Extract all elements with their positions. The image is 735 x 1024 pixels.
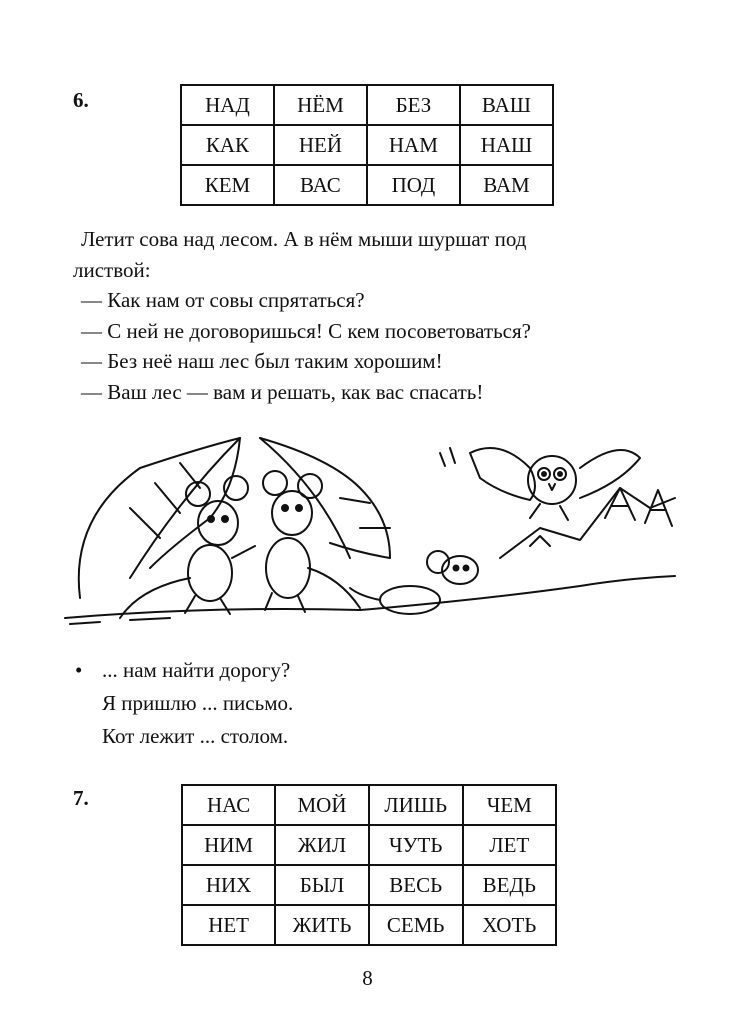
table-cell: СЕМЬ bbox=[369, 905, 463, 945]
task-line: • ... нам найти дорогу? bbox=[75, 654, 293, 687]
story-line: — С ней не договоришься! С кем посоветоваться? bbox=[81, 318, 531, 343]
word-table-6 bbox=[180, 84, 554, 206]
story-text bbox=[73, 224, 713, 407]
table-row bbox=[182, 785, 556, 825]
task-line: Я пришлю ... письмо. bbox=[102, 691, 294, 715]
table-cell: НЕЙ bbox=[274, 125, 367, 165]
task-line: Кот лежит ... столом. bbox=[102, 724, 289, 748]
table-row bbox=[182, 825, 556, 865]
table-cell: БЕЗ bbox=[367, 85, 460, 125]
word-table-7 bbox=[181, 784, 557, 946]
table-cell: ПОД bbox=[367, 165, 460, 205]
page-number: 8 bbox=[362, 966, 373, 990]
exercise-7-number: 7. bbox=[73, 786, 89, 810]
table-cell: ЧЕМ bbox=[463, 785, 556, 825]
leaf-icon bbox=[79, 438, 240, 598]
table-cell: ВЕДЬ bbox=[463, 865, 556, 905]
story-line: Летит сова над лесом. А в нём мыши шуршат под bbox=[81, 227, 527, 251]
table-row bbox=[181, 165, 553, 205]
owl-and-mice-illustration bbox=[60, 428, 680, 628]
table-cell: НАМ bbox=[367, 125, 460, 165]
bullet-icon: • bbox=[75, 658, 83, 682]
table-cell: ЛЕТ bbox=[463, 825, 556, 865]
table-cell: ЖИЛ bbox=[275, 825, 369, 865]
table-cell: КЕМ bbox=[181, 165, 274, 205]
table-cell: НАС bbox=[182, 785, 275, 825]
table-row bbox=[181, 85, 553, 125]
table-row bbox=[182, 905, 556, 945]
table-cell: ВАС bbox=[274, 165, 367, 205]
table-cell: ЛИШЬ bbox=[369, 785, 463, 825]
story-line: — Ваш лес — вам и решать, как вас спасать! bbox=[81, 379, 484, 404]
fill-in-tasks bbox=[75, 654, 293, 753]
table-cell: ЧУТЬ bbox=[369, 825, 463, 865]
exercise-6-number: 6. bbox=[73, 88, 89, 112]
table-cell: МОЙ bbox=[275, 785, 369, 825]
table-row bbox=[181, 125, 553, 165]
story-line: — Как нам от совы спрятаться? bbox=[81, 288, 365, 312]
table-cell: ВЕСЬ bbox=[369, 865, 463, 905]
story-line: листвой: bbox=[73, 257, 151, 282]
table-cell: НЁМ bbox=[274, 85, 367, 125]
table-row bbox=[182, 865, 556, 905]
table-cell: ВАМ bbox=[460, 165, 553, 205]
table-cell: КАК bbox=[181, 125, 274, 165]
mouse-icon bbox=[120, 476, 255, 618]
table-cell: НИХ bbox=[182, 865, 275, 905]
table-cell: НИМ bbox=[182, 825, 275, 865]
table-cell: ХОТЬ bbox=[463, 905, 556, 945]
table-cell: НЕТ bbox=[182, 905, 275, 945]
table-cell: НАШ bbox=[460, 125, 553, 165]
table-cell: ЖИТЬ bbox=[275, 905, 369, 945]
table-cell: БЫЛ bbox=[275, 865, 369, 905]
table-cell: ВАШ bbox=[460, 85, 553, 125]
story-line: — Без неё наш лес был таким хорошим! bbox=[81, 349, 443, 373]
table-cell: НАД bbox=[181, 85, 274, 125]
